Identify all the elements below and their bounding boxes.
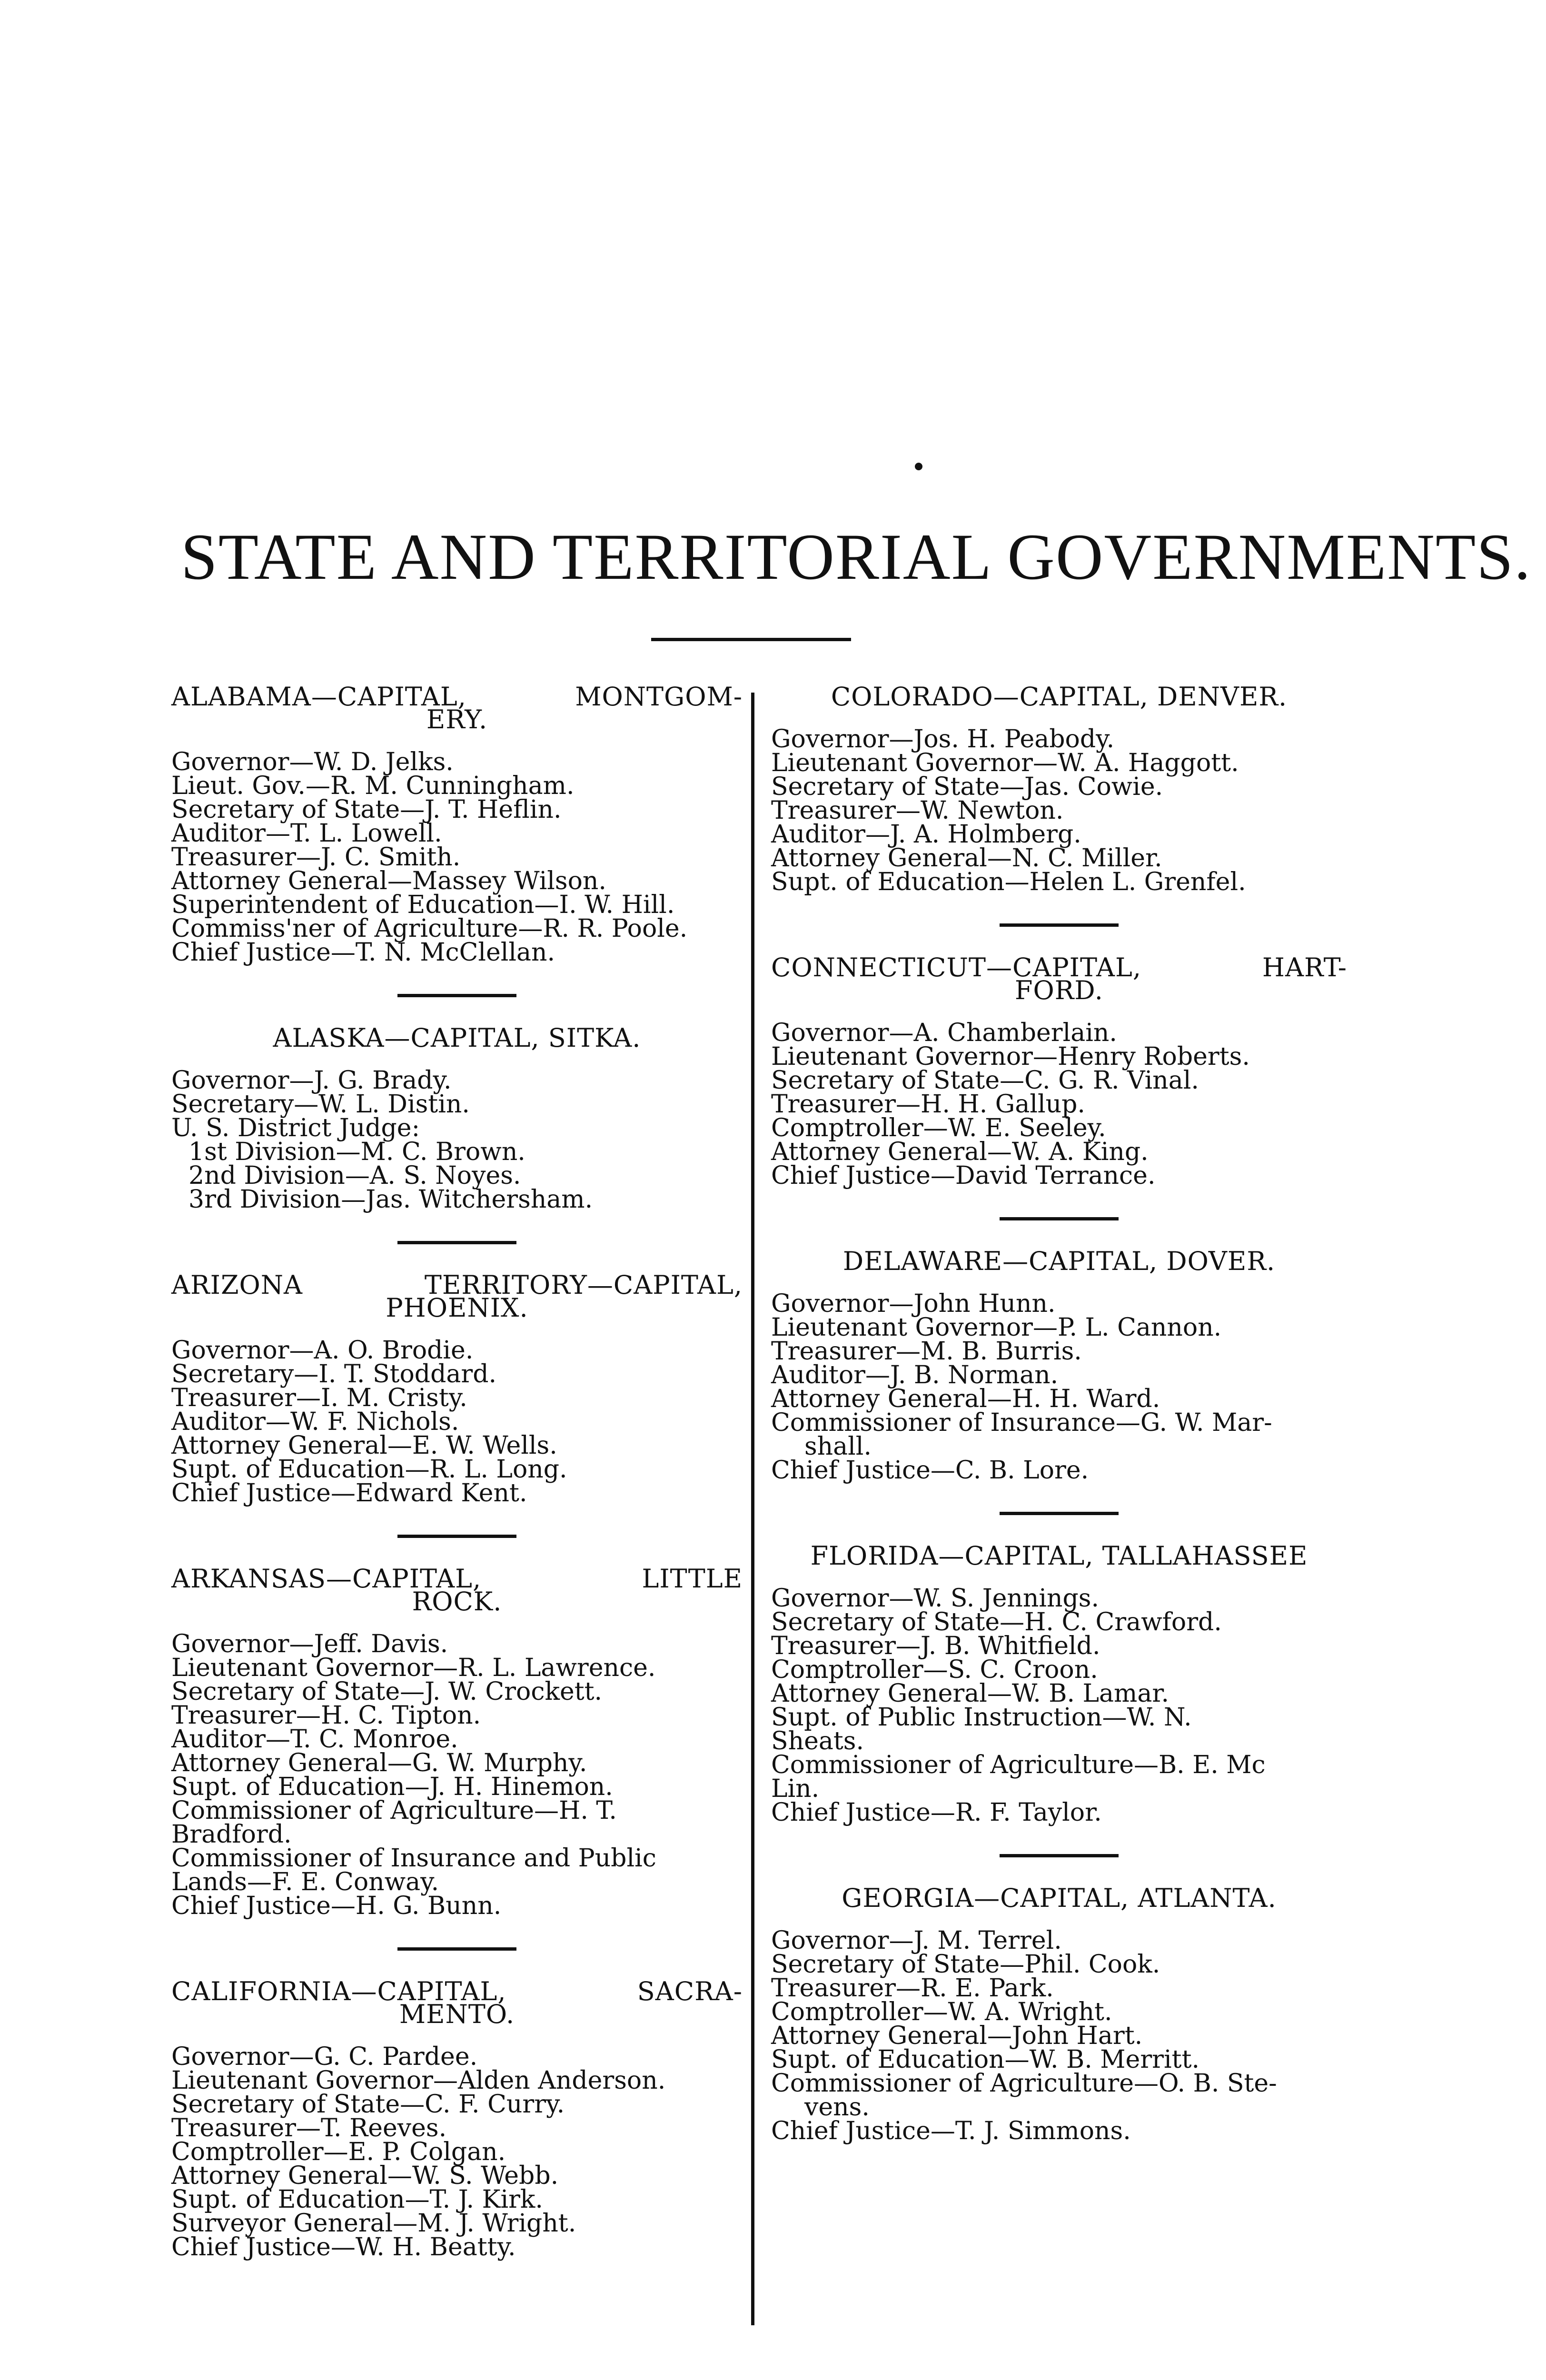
official-entry: Attorney General—W. A. King. xyxy=(771,1138,1149,1166)
section-heading xyxy=(771,952,1347,1005)
section-heading-line: MENTO. xyxy=(399,1999,515,2029)
official-entry: Commissioner of Agriculture—H. T. xyxy=(171,1796,617,1825)
official-entry: Governor—Jeff. Davis. xyxy=(171,1630,448,1658)
official-entry: Supt. of Education—T. J. Kirk. xyxy=(171,2185,543,2214)
section-california xyxy=(171,1976,743,2261)
official-entry: Surveyor General—M. J. Wright. xyxy=(171,2209,576,2238)
section-separator xyxy=(1000,1512,1119,1515)
official-entry: Lin. xyxy=(771,1775,820,1803)
section-heading-line: ARKANSAS—CAPITAL, LITTLE xyxy=(171,1564,743,1594)
section-heading-line: PHOENIX. xyxy=(386,1293,528,1323)
official-entry: Governor—W. S. Jennings. xyxy=(771,1584,1099,1613)
title-rule xyxy=(651,638,851,641)
section-separator xyxy=(397,1241,516,1244)
official-entry: Chief Justice—R. F. Taylor. xyxy=(771,1798,1102,1827)
official-entry: Treasurer—T. Reeves. xyxy=(171,2114,447,2142)
official-entry: Attorney General—E. W. Wells. xyxy=(171,1431,557,1460)
official-entry: Commissioner of Agriculture—B. E. Mc xyxy=(771,1751,1266,1779)
official-entry: Treasurer—H. C. Tipton. xyxy=(171,1701,481,1730)
official-entry: Treasurer—W. Newton. xyxy=(771,796,1064,825)
section-heading xyxy=(171,1270,743,1323)
official-entry: Chief Justice—T. N. McClellan. xyxy=(171,938,555,967)
ink-speck xyxy=(915,463,922,470)
official-entry: Secretary of State—J. T. Heflin. xyxy=(171,795,562,824)
section-heading-line: ROCK. xyxy=(412,1587,502,1616)
column-divider xyxy=(751,693,754,2325)
official-entry: Secretary of State—H. C. Crawford. xyxy=(771,1608,1222,1636)
left-column xyxy=(171,682,743,2261)
section-connecticut xyxy=(771,952,1347,1190)
official-entry: Chief Justice—H. G. Bunn. xyxy=(171,1892,502,1920)
official-entry: Auditor—W. F. Nichols. xyxy=(171,1408,459,1436)
section-heading xyxy=(771,1246,1347,1276)
official-entry: Sheats. xyxy=(771,1727,864,1755)
official-entry: Supt. of Education—J. H. Hinemon. xyxy=(171,1773,613,1801)
section-colorado xyxy=(771,682,1347,896)
official-entry: Auditor—T. L. Lowell. xyxy=(171,819,442,848)
official-entry: Secretary of State—C. F. Curry. xyxy=(171,2090,565,2119)
official-entry: Attorney General—H. H. Ward. xyxy=(771,1385,1160,1413)
official-entry: Comptroller—S. C. Croon. xyxy=(771,1656,1098,1684)
section-alabama xyxy=(171,682,743,967)
section-separator xyxy=(397,1535,516,1538)
section-heading xyxy=(171,682,743,734)
section-heading-line: COLORADO—CAPITAL, DENVER. xyxy=(831,682,1288,712)
official-entry: Attorney General—Massey Wilson. xyxy=(171,867,606,895)
section-florida xyxy=(771,1541,1347,1827)
official-entry: Auditor—J. B. Norman. xyxy=(771,1361,1059,1389)
official-entry: 3rd Division—Jas. Witchersham. xyxy=(188,1185,593,1214)
official-entry: Attorney General—G. W. Murphy. xyxy=(171,1749,587,1777)
section-heading-line: ALASKA—CAPITAL, SITKA. xyxy=(273,1023,641,1053)
official-entry: Chief Justice—W. H. Beatty. xyxy=(171,2233,516,2261)
official-entry: Attorney General—W. B. Lamar. xyxy=(771,1679,1169,1708)
section-heading-line: GEORGIA—CAPITAL, ATLANTA. xyxy=(842,1883,1277,1913)
section-heading xyxy=(171,1976,743,2029)
official-entry: Governor—A. O. Brodie. xyxy=(171,1336,474,1365)
section-heading-line: ERY. xyxy=(426,704,488,734)
official-entry: Governor—Jos. H. Peabody. xyxy=(771,725,1115,754)
section-arkansas xyxy=(171,1564,743,1920)
official-entry: Commissioner of Insurance and Public xyxy=(171,1844,656,1873)
section-heading xyxy=(171,1023,743,1053)
official-entry: Governor—A. Chamberlain. xyxy=(771,1019,1117,1047)
section-delaware xyxy=(771,1246,1347,1485)
official-entry: Supt. of Education—Helen L. Grenfel. xyxy=(771,868,1246,896)
right-column xyxy=(771,682,1347,2145)
official-entry: Chief Justice—Edward Kent. xyxy=(171,1479,527,1507)
section-heading-line: CONNECTICUT—CAPITAL, HART- xyxy=(771,952,1347,982)
official-entry: Secretary of State—Jas. Cowie. xyxy=(771,773,1163,801)
official-entry: Lieutenant Governor—Alden Anderson. xyxy=(171,2066,666,2095)
official-entry: shall. xyxy=(804,1432,872,1461)
official-entry: Secretary of State—C. G. R. Vinal. xyxy=(771,1066,1199,1095)
official-entry: 2nd Division—A. S. Noyes. xyxy=(188,1161,521,1190)
section-heading-line: DELAWARE—CAPITAL, DOVER. xyxy=(842,1246,1276,1276)
official-entry: Attorney General—W. S. Webb. xyxy=(171,2162,559,2190)
official-entry: Treasurer—M. B. Burris. xyxy=(771,1337,1082,1366)
section-heading-line: ALABAMA—CAPITAL, MONTGOM- xyxy=(171,682,743,712)
official-entry: Governor—J. M. Terrel. xyxy=(771,1926,1062,1955)
official-entry: Secretary—I. T. Stoddard. xyxy=(171,1360,497,1388)
official-entry: Governor—J. G. Brady. xyxy=(171,1066,452,1095)
official-entry: Chief Justice—T. J. Simmons. xyxy=(771,2117,1131,2145)
official-entry: Lieutenant Governor—R. L. Lawrence. xyxy=(171,1654,656,1682)
official-entry: U. S. District Judge: xyxy=(171,1114,420,1142)
official-entry: Treasurer—H. H. Gallup. xyxy=(771,1090,1085,1119)
section-separator xyxy=(1000,923,1119,927)
section-georgia xyxy=(771,1883,1347,2145)
page-title: STATE AND TERRITORIAL GOVERNMENTS. xyxy=(181,520,1532,593)
section-separator xyxy=(397,994,516,997)
section-separator xyxy=(1000,1217,1119,1220)
official-entry: Lands—F. E. Conway. xyxy=(171,1868,439,1896)
official-entry: Secretary of State—J. W. Crockett. xyxy=(171,1677,603,1706)
section-heading xyxy=(171,1564,743,1616)
official-entry: Supt. of Education—W. B. Merritt. xyxy=(771,2045,1199,2074)
section-separator xyxy=(1000,1854,1119,1857)
official-entry: Governor—G. C. Pardee. xyxy=(171,2043,478,2071)
section-heading-line: ARIZONA TERRITORY—CAPITAL, xyxy=(171,1270,743,1300)
official-entry: Lieut. Gov.—R. M. Cunningham. xyxy=(171,772,575,800)
official-entry: Governor—John Hunn. xyxy=(771,1289,1056,1318)
section-heading xyxy=(771,1541,1347,1571)
official-entry: Commissioner of Insurance—G. W. Mar- xyxy=(771,1408,1272,1437)
section-heading xyxy=(771,682,1347,712)
official-entry: Lieutenant Governor—Henry Roberts. xyxy=(771,1042,1250,1071)
official-entry: Treasurer—J. C. Smith. xyxy=(171,843,461,872)
official-entry: Attorney General—John Hart. xyxy=(771,2022,1143,2050)
official-entry: Secretary—W. L. Distin. xyxy=(171,1090,470,1119)
official-entry: Chief Justice—David Terrance. xyxy=(771,1161,1156,1190)
official-entry: Lieutenant Governor—W. A. Haggott. xyxy=(771,749,1239,777)
official-entry: 1st Division—M. C. Brown. xyxy=(188,1138,525,1166)
official-entry: Comptroller—E. P. Colgan. xyxy=(171,2138,506,2166)
official-entry: Attorney General—N. C. Miller. xyxy=(771,844,1162,873)
official-entry: Commiss'ner of Agriculture—R. R. Poole. xyxy=(171,914,688,943)
section-heading xyxy=(771,1883,1347,1913)
section-heading-line: CALIFORNIA—CAPITAL, SACRA- xyxy=(171,1976,743,2006)
official-entry: Chief Justice—C. B. Lore. xyxy=(771,1456,1089,1485)
official-entry: Secretary of State—Phil. Cook. xyxy=(771,1950,1160,1979)
official-entry: Supt. of Public Instruction—W. N. xyxy=(771,1703,1192,1732)
official-entry: Bradford. xyxy=(171,1820,292,1849)
official-entry: vens. xyxy=(804,2093,870,2122)
official-entry: Auditor—J. A. Holmberg. xyxy=(771,820,1081,849)
official-entry: Comptroller—W. A. Wright. xyxy=(771,1998,1112,2026)
section-heading-line: FORD. xyxy=(1015,975,1103,1005)
official-entry: Treasurer—J. B. Whitfield. xyxy=(771,1632,1100,1660)
official-entry: Auditor—T. C. Monroe. xyxy=(171,1725,458,1754)
section-arizona-territory xyxy=(171,1270,743,1507)
official-entry: Superintendent of Education—I. W. Hill. xyxy=(171,891,675,919)
official-entry: Treasurer—I. M. Cristy. xyxy=(171,1384,467,1412)
section-heading-line: FLORIDA—CAPITAL, TALLAHASSEE xyxy=(810,1541,1308,1571)
official-entry: Comptroller—W. E. Seeley. xyxy=(771,1114,1106,1142)
section-alaska xyxy=(171,1023,743,1214)
official-entry: Lieutenant Governor—P. L. Cannon. xyxy=(771,1313,1222,1342)
official-entry: Commissioner of Agriculture—O. B. Ste- xyxy=(771,2069,1277,2098)
section-separator xyxy=(397,1947,516,1951)
official-entry: Governor—W. D. Jelks. xyxy=(171,748,454,776)
official-entry: Treasurer—R. E. Park. xyxy=(771,1974,1054,2003)
official-entry: Supt. of Education—R. L. Long. xyxy=(171,1455,567,1484)
